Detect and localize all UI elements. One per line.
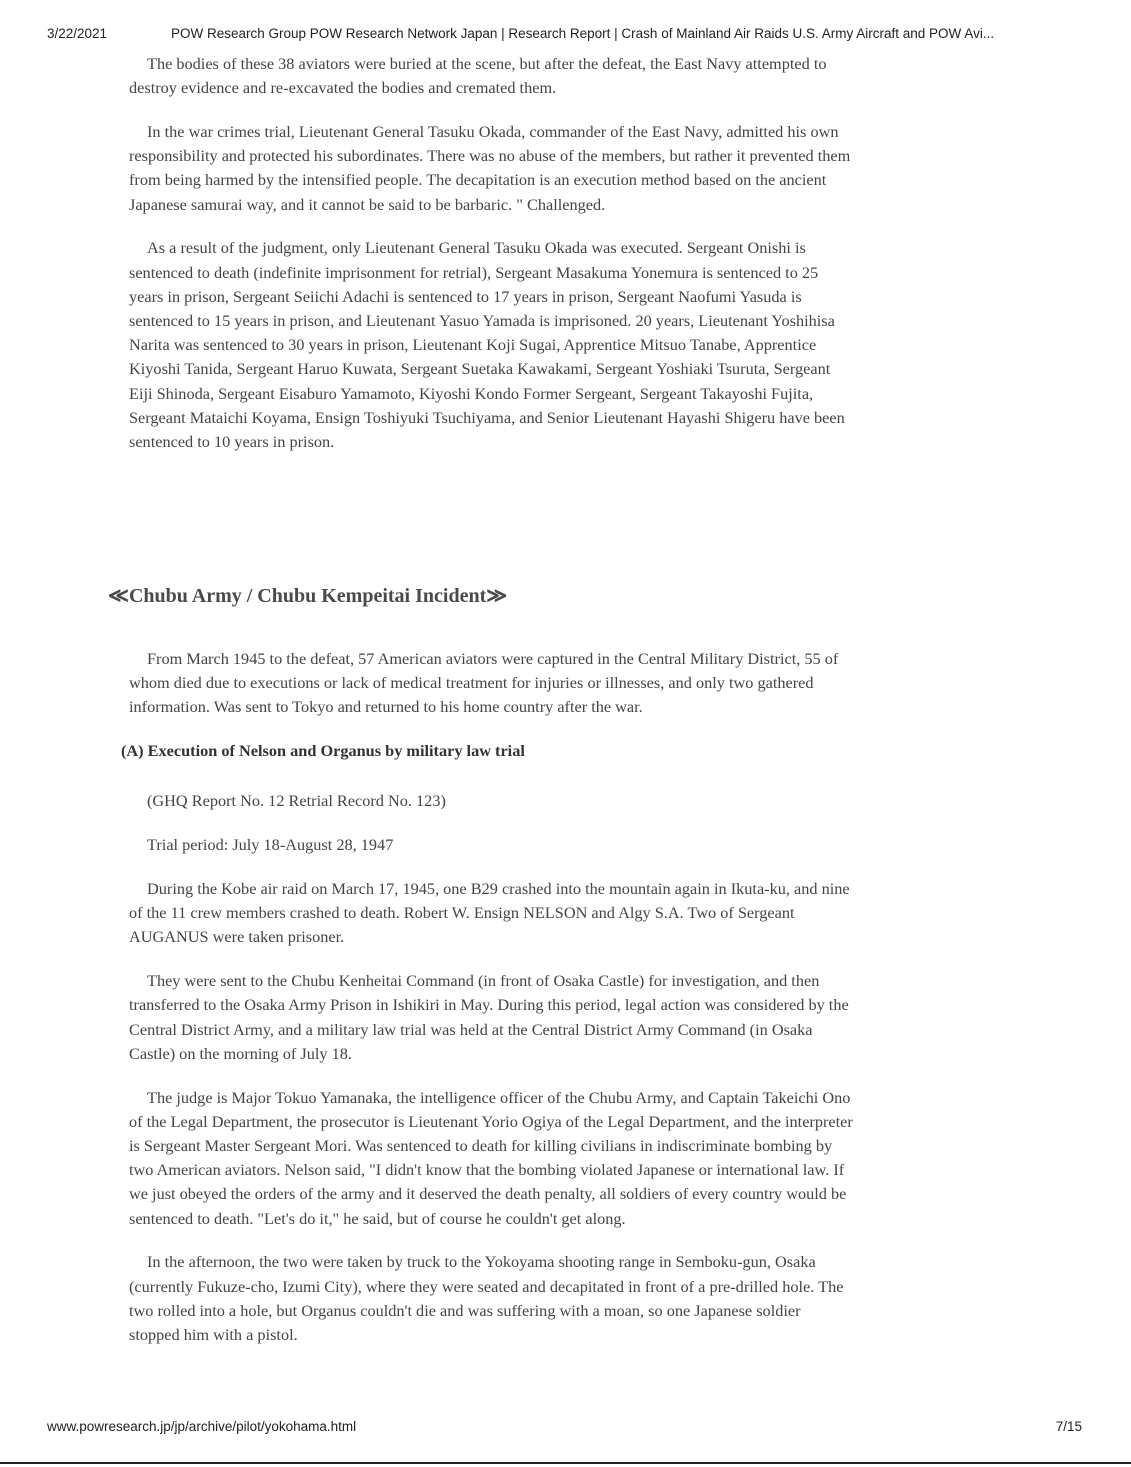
- paragraph: They were sent to the Chubu Kenheitai Command (in front of Osaka Castle) for investigation, and then transferred to the Osaka Army Prison in Ishikiri in May. During this period, legal action was considered by the Central District Army, and a military law trial was held at the Central District Army Command (in Osaka Castle) on the morning of July 18.: [129, 971, 849, 1063]
- paragraph: The bodies of these 38 aviators were buried at the scene, but after the defeat, the East Navy attempted to destroy evidence and re-excavated the bodies and cremated them.: [129, 54, 827, 98]
- print-url: www.powresearch.jp/jp/archive/pilot/yokohama.html: [47, 1419, 357, 1434]
- sub-heading: (A) Execution of Nelson and Organus by military law trial: [121, 741, 525, 761]
- paragraph: Trial period: July 18-August 28, 1947: [147, 835, 394, 855]
- section-heading: ≪Chubu Army / Chubu Kempeitai Incident≫: [108, 585, 508, 607]
- paragraph: As a result of the judgment, only Lieutenant General Tasuku Okada was executed. Sergeant Onishi is sentenced to death (indefinite imprisonment for retrial), Sergeant Masakuma Yonemura is sentenced to 25 years in prison, Sergeant Seiichi Adachi is sentenced to 17 years in prison, Sergeant Naofumi Yasuda is sentenced to 15 years in prison, and Lieutenant Yasuo Yamada is imprisoned. 20 years, Lieutenant Yoshihisa Narita was sentenced to 30 years in prison, Lieutenant Koji Sugai, Apprentice Mitsuo Tanabe, Apprentice Kiyoshi Tanida, Sergeant Haruo Kuwata, Sergeant Suetaka Kawakami, Sergeant Yoshiaki Tsuruta, Sergeant Eiji Shinoda, Sergeant Eisaburo Yamamoto, Kiyoshi Kondo Former Sergeant, Sergeant Takayoshi Fujita, Sergeant Mataichi Koyama, Ensign Toshiyuki Tsuchiyama, and Senior Lieutenant Hayashi Shigeru have been sentenced to 10 years in prison.: [129, 238, 845, 452]
- paragraph: (GHQ Report No. 12 Retrial Record No. 123): [147, 791, 446, 811]
- page-bottom-rule: [0, 1462, 1131, 1464]
- page-number: 7/15: [1055, 1419, 1082, 1434]
- article-body-top: [129, 52, 854, 454]
- print-date: 3/22/2021: [47, 26, 108, 41]
- print-page-title: POW Research Group POW Research Network Japan | Research Report | Crash of Mainland Air Raids U.S. Army Aircraft and POW Avi...: [171, 26, 995, 41]
- paragraph: In the war crimes trial, Lieutenant General Tasuku Okada, commander of the East Navy, admitted his own responsibility and protected his subordinates. There was no abuse of the members, but rather it prevented them from being harmed by the intensified people. The decapitation is an execution method based on the ancient Japanese samurai way, and it cannot be said to be barbaric. " Challenged.: [129, 122, 851, 214]
- intro-paragraph: From March 1945 to the defeat, 57 American aviators were captured in the Central Military District, 55 of whom died due to executions or lack of medical treatment for injuries or illnesses, and only two gathered information. Was sent to Tokyo and returned to his home country after the war.: [129, 649, 839, 717]
- paragraph: During the Kobe air raid on March 17, 1945, one B29 crashed into the mountain again in Ikuta-ku, and nine of the 11 crew members crashed to death. Robert W. Ensign NELSON and Algy S.A. Two of Sergeant AUGANUS were taken prisoner.: [129, 879, 850, 947]
- paragraph: The judge is Major Tokuo Yamanaka, the intelligence officer of the Chubu Army, and Captain Takeichi Ono of the Legal Department, the prosecutor is Lieutenant Yorio Ogiya of the Legal Department, and the interpreter is Sergeant Master Sergeant Mori. Was sentenced to death for killing civilians in indiscriminate bombing by two American aviators. Nelson said, "I didn't know that the bombing violated Japanese or international law. If we just obeyed the orders of the army and it deserved the death penalty, all soldiers of every country would be sentenced to death. "Let's do it," he said, but of course he couldn't get along.: [129, 1087, 853, 1228]
- paragraph: In the afternoon, the two were taken by truck to the Yokoyama shooting range in Semboku-gun, Osaka (currently Fukuze-cho, Izumi City), where they were seated and decapitated in front of a pre-drilled hole. The two rolled into a hole, but Organus couldn't die and was suffering with a moan, so one Japanese soldier stopped him with a pistol.: [129, 1252, 844, 1345]
- article-body-bottom: [121, 647, 854, 1347]
